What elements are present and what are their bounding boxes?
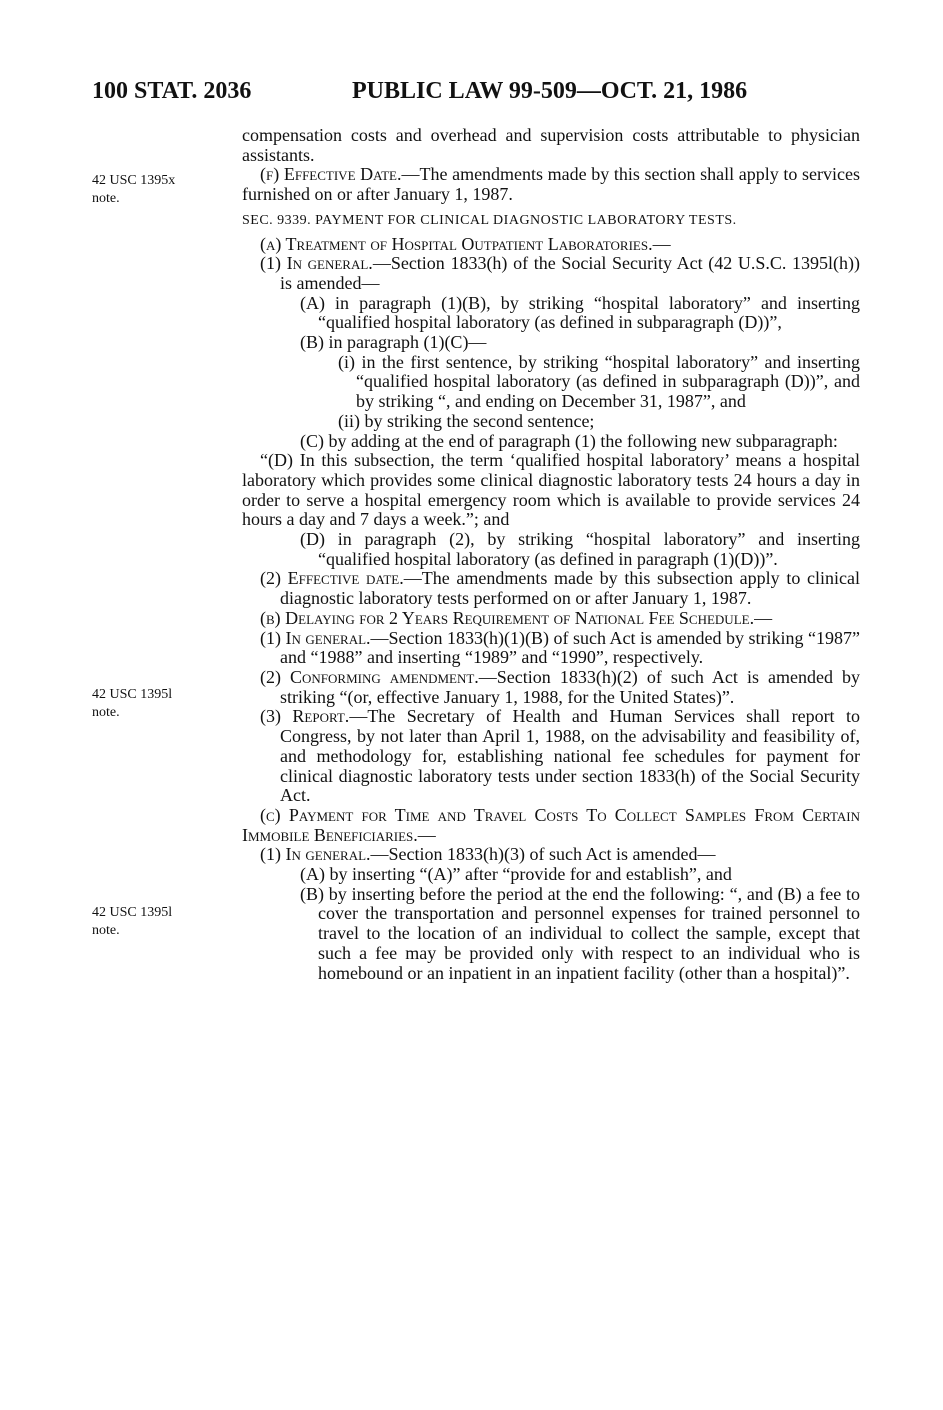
- subparagraph: (B) by inserting before the period at the end the following: “, and (B) a fee to cover the transportation and personnel expenses for trained personnel to travel to the location of an individual to collect the sample, except that such a fee may be provided only with respect to an individual who is homebound or an inpatient in an inpatient facility (other than a hospital)”.: [300, 883, 860, 983]
- paragraph-text: —Section 1833(h) of the Social Security Act (42 U.S.C. 1395l(h)) is amended—: [280, 253, 860, 293]
- clause: (ii) by striking the second sentence;: [338, 410, 595, 431]
- subparagraph: (D) in paragraph (2), by striking “hospital laboratory” and inserting “qualified hospital laboratory (as defined in paragraph (1)(D))”.: [300, 529, 860, 569]
- law-text: [242, 126, 860, 983]
- margin-note-label: note.: [92, 923, 120, 938]
- subsection-heading: (b) Delaying for 2 Years Requirement of National Fee Schedule.—: [260, 607, 773, 628]
- paragraph: [260, 253, 860, 293]
- subsection-heading: (c) Payment for Time and Travel Costs To Collect Samples From Certain Immobile Beneficiaries.—: [242, 804, 860, 845]
- paragraph: [260, 627, 860, 668]
- margin-note: [92, 686, 172, 722]
- paragraph-heading: (1) In general.: [260, 627, 371, 648]
- paragraph-heading: (2) Effective date.: [260, 568, 404, 589]
- paragraph-text: —The Secretary of Health and Human Services shall report to Congress, by not later than April 1, 1988, on the advisability and feasibility of, and methodology for, establishing national fee schedules for payment for clinical diagnostic laboratory tests under section 1833(h) of the Social Security Act.: [280, 706, 860, 806]
- clause: (i) in the first sentence, by striking “hospital laboratory” and inserting “qualified hospital laboratory (as defined in subparagraph (D))”, and by striking “, and ending on December 31, 1987”, and: [338, 351, 860, 412]
- subparagraph: (A) in paragraph (1)(B), by striking “hospital laboratory” and inserting “qualified hospital laboratory (as defined in subparagraph (D))”,: [300, 292, 860, 333]
- paragraph-text: —The amendments made by this section shall apply to services furnished on or after January 1, 1987.: [242, 164, 860, 205]
- paragraph-heading: (3) Report.: [260, 706, 350, 727]
- margin-note: [92, 904, 172, 940]
- paragraph-text: —Section 1833(h)(1)(B) of such Act is amended by striking “1987” and “1988” and inserting “1989” and “1990”, respectively.: [280, 627, 860, 668]
- public-law-title: PUBLIC LAW 99-509—OCT. 21, 1986: [352, 78, 748, 104]
- quoted-text: “(D) In this subsection, the term ‘qualified hospital laboratory’ means a hospital laboratory which provides some clinical diagnostic laboratory tests 24 hours a day in order to serve a hospital emergency room which is available to provide services 24 hours a day and 7 days a week.”; and: [242, 450, 860, 530]
- section-heading: SEC. 9339. PAYMENT FOR CLINICAL DIAGNOSTIC LABORATORY TESTS.: [242, 212, 737, 228]
- margin-note-label: note.: [92, 191, 120, 206]
- margin-note-citation: 42 USC 1395l: [92, 905, 173, 920]
- paragraph: [260, 706, 860, 806]
- paragraph-text: —Section 1833(h)(2) of such Act is amended by striking “(or, effective January 1, 1988, for the United States)”.: [280, 666, 860, 707]
- paragraph: compensation costs and overhead and supervision costs attributable to physician assistants.: [242, 125, 860, 165]
- paragraph-heading: (2) Conforming amendment.: [260, 666, 479, 687]
- subparagraph: (C) by adding at the end of paragraph (1) the following new subparagraph:: [300, 430, 838, 451]
- margin-note: [92, 172, 175, 208]
- subparagraph: (B) in paragraph (1)(C)—: [300, 332, 487, 353]
- paragraph: [260, 666, 860, 707]
- margin-note-citation: 42 USC 1395l: [92, 687, 173, 702]
- subsection-heading: (a) Treatment of Hospital Outpatient Laboratories.—: [260, 233, 671, 254]
- margin-note-citation: 42 USC 1395x: [92, 173, 176, 188]
- page-header: [92, 78, 883, 112]
- stat-citation: 100 STAT. 2036: [92, 78, 252, 104]
- paragraph-text: —Section 1833(h)(3) of such Act is amended—: [370, 844, 716, 865]
- subsection-heading: (f) Effective Date.: [260, 164, 402, 185]
- margin-note-label: note.: [92, 705, 120, 720]
- paragraph-heading: (1) In general.: [260, 253, 373, 274]
- paragraph: [242, 165, 860, 204]
- paragraph-heading: (1) In general.: [260, 844, 371, 865]
- paragraph-text: —The amendments made by this subsection apply to clinical diagnostic laboratory tests performed on or after January 1, 1987.: [280, 568, 860, 609]
- paragraph: [260, 844, 860, 865]
- paragraph: [260, 568, 860, 609]
- subparagraph: (A) by inserting “(A)” after “provide for and establish”, and: [300, 864, 732, 885]
